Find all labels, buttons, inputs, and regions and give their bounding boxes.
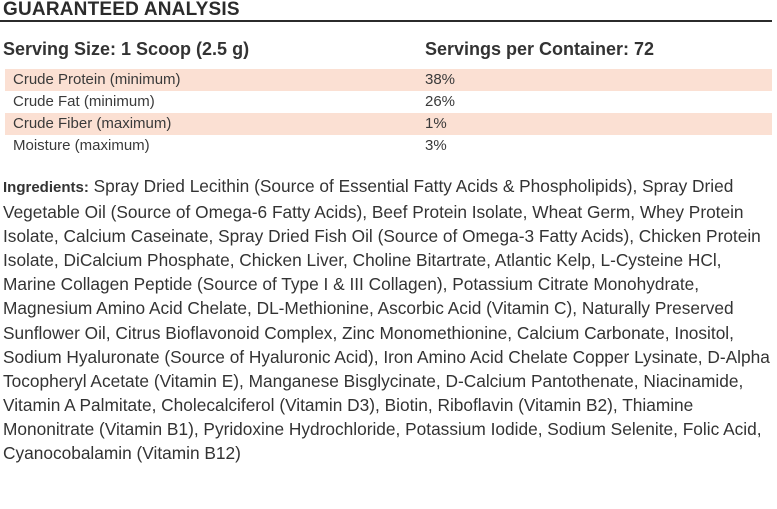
table-row bbox=[5, 69, 772, 91]
serving-size-label: Serving Size: 1 Scoop (2.5 g) bbox=[3, 39, 250, 59]
nutrient-value: 38% bbox=[425, 71, 456, 88]
table-row bbox=[5, 113, 772, 135]
nutrient-value: 1% bbox=[425, 115, 447, 132]
nutrient-name: Crude Protein (minimum) bbox=[13, 71, 181, 88]
table-row bbox=[5, 91, 772, 113]
title-divider bbox=[0, 20, 772, 22]
nutrient-name: Moisture (maximum) bbox=[13, 137, 150, 154]
nutrient-name: Crude Fat (minimum) bbox=[13, 93, 155, 110]
nutrient-value: 26% bbox=[425, 93, 456, 110]
nutrient-value: 3% bbox=[425, 137, 447, 154]
ingredients-text: Spray Dried Lecithin (Source of Essential Fatty Acids & Phospholipids), Spray Dried Vegetable Oil (Source of Omega-6 Fatty Acids), Beef Protein Isolate, Wheat Germ, Whey Protein Isolate, Calcium Caseinate, Spray Dried Fish Oil (Source of Omega-3 Fatty Acids), Chicken Protein Isolate, DiCalcium Phosphate, Chicken Liver, Choline Bitartrate, Atlantic Kelp, L-Cysteine HCl, Marine Collagen Peptide (Source of Type I & III Collagen), Potassium Citrate Monohydrate, Magnesium Amino Acid Chelate, DL-Methionine, Ascorbic Acid (Vitamin C), Naturally Preserved Sunflower Oil, Citrus Bioflavonoid Complex, Zinc Monomethionine, Calcium Carbonate, Inositol, Sodium Hyaluronate (Source of Hyaluronic Acid), Iron Amino Acid Chelate Copper Lysinate, D-Alpha Tocopheryl Acetate (Vitamin E), Manganese Bisglycinate, D-Calcium Pantothenate, Niacinamide, Vitamin A Palmitate, Cholecalciferol (Vitamin D3), Biotin, Riboflavin (Vitamin B2), Thiamine Mononitrate (Vitamin B1), Pyridoxine Hydrochloride, Potassium Iodide, Sodium Selenite, Folic Acid, Cyanocobalamin (Vitamin B12) bbox=[3, 176, 770, 464]
table-row bbox=[5, 135, 772, 157]
serving-info-row bbox=[0, 37, 772, 61]
servings-per-container-label: Servings per Container: 72 bbox=[425, 39, 655, 59]
ingredients-label: Ingredients: bbox=[3, 179, 89, 196]
section-title: GUARANTEED ANALYSIS bbox=[3, 0, 240, 20]
nutrient-name: Crude Fiber (maximum) bbox=[13, 115, 172, 132]
ingredients-paragraph bbox=[3, 174, 775, 465]
analysis-table bbox=[5, 69, 772, 157]
